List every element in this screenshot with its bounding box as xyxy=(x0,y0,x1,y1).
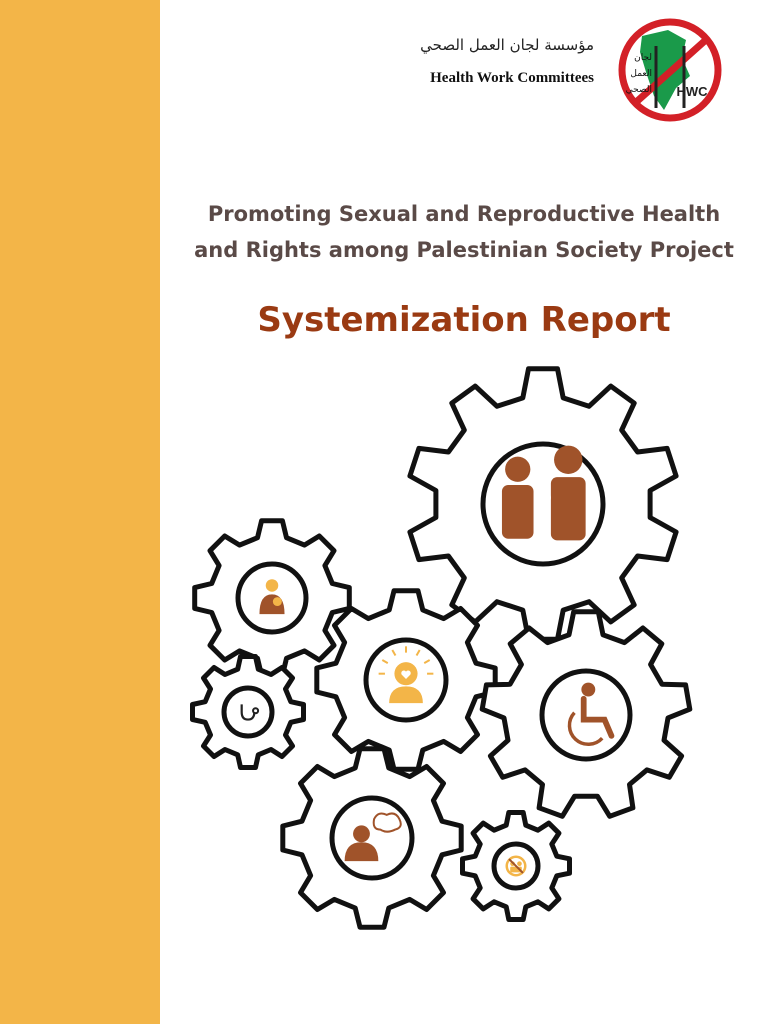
gear-health xyxy=(193,657,304,768)
gear-mother xyxy=(195,521,350,676)
org-name-english: Health Work Committees xyxy=(430,70,594,86)
gear-rights xyxy=(463,813,570,920)
gears-illustration xyxy=(160,360,768,960)
hwc-logo xyxy=(612,18,728,122)
svg-text:لجان: لجان xyxy=(634,53,652,63)
gear-family xyxy=(410,369,676,639)
gear-disability xyxy=(482,612,690,817)
svg-text:الصحي: الصحي xyxy=(625,85,652,95)
report-title: Systemization Report xyxy=(257,300,671,340)
logo-text: HWC xyxy=(676,84,708,99)
svg-text:العمل: العمل xyxy=(630,69,652,79)
side-band xyxy=(0,0,160,1024)
project-title-line-1: Promoting Sexual and Reproductive Health xyxy=(207,202,721,226)
gear-awareness xyxy=(317,591,495,769)
org-name-arabic: مؤسسة لجان العمل الصحي xyxy=(420,36,594,54)
project-title xyxy=(160,196,768,268)
gear-counseling xyxy=(283,749,461,927)
project-title-line-2: and Rights among Palestinian Society Project xyxy=(194,238,734,262)
